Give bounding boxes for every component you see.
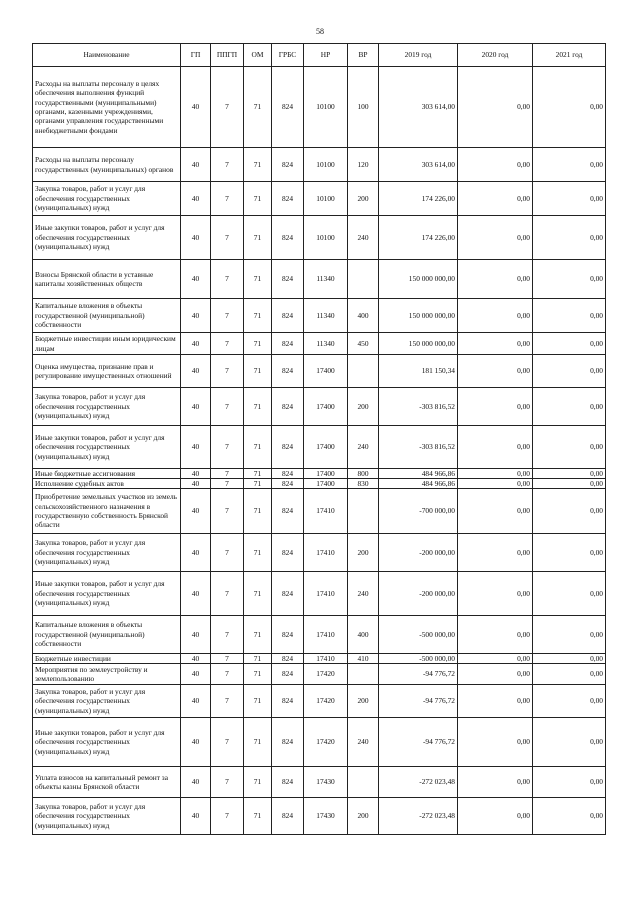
table-row — [33, 260, 606, 299]
cell-y2021: 0,00 — [533, 718, 606, 767]
cell-y2019: -200 000,00 — [379, 572, 458, 616]
cell-om: 71 — [244, 685, 272, 718]
cell-nr: 17430 — [304, 767, 348, 798]
cell-y2021: 0,00 — [533, 148, 606, 182]
cell-nr: 17400 — [304, 426, 348, 469]
cell-gp: 40 — [181, 767, 211, 798]
table-row — [33, 798, 606, 835]
cell-grbs: 824 — [272, 572, 304, 616]
cell-nr: 17420 — [304, 718, 348, 767]
cell-name: Капитальные вложения в объекты государственной (муниципальной) собственности — [33, 299, 181, 333]
cell-om: 71 — [244, 355, 272, 388]
cell-vr — [348, 767, 379, 798]
table-row — [33, 654, 606, 664]
cell-ppgp: 7 — [211, 469, 244, 479]
cell-om: 71 — [244, 388, 272, 426]
cell-vr: 450 — [348, 333, 379, 355]
cell-nr: 17400 — [304, 355, 348, 388]
cell-gp: 40 — [181, 67, 211, 148]
cell-nr: 17410 — [304, 572, 348, 616]
cell-gp: 40 — [181, 664, 211, 685]
cell-y2019: 484 966,86 — [379, 469, 458, 479]
cell-nr: 11340 — [304, 299, 348, 333]
cell-ppgp: 7 — [211, 426, 244, 469]
cell-ppgp: 7 — [211, 616, 244, 654]
cell-vr — [348, 489, 379, 534]
cell-name: Уплата взносов на капитальный ремонт за объекты казны Брянской области — [33, 767, 181, 798]
cell-om: 71 — [244, 534, 272, 572]
cell-vr: 200 — [348, 685, 379, 718]
cell-grbs: 824 — [272, 216, 304, 260]
cell-grbs: 824 — [272, 148, 304, 182]
page-number: 58 — [316, 27, 324, 36]
table-row — [33, 616, 606, 654]
cell-ppgp: 7 — [211, 718, 244, 767]
cell-vr: 400 — [348, 616, 379, 654]
cell-ppgp: 7 — [211, 572, 244, 616]
cell-name: Приобретение земельных участков из земель сельскохозяйственного назначения в государственную собственность Брянской области — [33, 489, 181, 534]
table-row — [33, 489, 606, 534]
cell-ppgp: 7 — [211, 67, 244, 148]
table-row — [33, 685, 606, 718]
cell-om: 71 — [244, 479, 272, 489]
cell-y2021: 0,00 — [533, 426, 606, 469]
table-body — [33, 67, 606, 835]
cell-y2019: 150 000 000,00 — [379, 299, 458, 333]
cell-y2019: -94 776,72 — [379, 685, 458, 718]
table-row — [33, 426, 606, 469]
cell-name: Оценка имущества, признание прав и регулирование имущественных отношений — [33, 355, 181, 388]
cell-om: 71 — [244, 767, 272, 798]
cell-y2021: 0,00 — [533, 479, 606, 489]
cell-grbs: 824 — [272, 426, 304, 469]
cell-name: Мероприятия по землеустройству и землепользованию — [33, 664, 181, 685]
cell-nr: 17420 — [304, 685, 348, 718]
cell-gp: 40 — [181, 260, 211, 299]
cell-y2021: 0,00 — [533, 654, 606, 664]
cell-gp: 40 — [181, 388, 211, 426]
cell-ppgp: 7 — [211, 216, 244, 260]
table-row — [33, 148, 606, 182]
cell-ppgp: 7 — [211, 148, 244, 182]
table-row — [33, 767, 606, 798]
header-gp: ГП — [181, 44, 211, 67]
cell-nr: 17430 — [304, 798, 348, 835]
cell-vr: 100 — [348, 67, 379, 148]
cell-y2021: 0,00 — [533, 260, 606, 299]
cell-om: 71 — [244, 616, 272, 654]
cell-y2020: 0,00 — [458, 718, 533, 767]
cell-om: 71 — [244, 718, 272, 767]
cell-ppgp: 7 — [211, 260, 244, 299]
cell-vr: 800 — [348, 469, 379, 479]
cell-gp: 40 — [181, 469, 211, 479]
cell-ppgp: 7 — [211, 685, 244, 718]
cell-y2020: 0,00 — [458, 479, 533, 489]
cell-y2021: 0,00 — [533, 572, 606, 616]
cell-grbs: 824 — [272, 67, 304, 148]
cell-y2020: 0,00 — [458, 616, 533, 654]
cell-y2020: 0,00 — [458, 355, 533, 388]
cell-y2019: 174 226,00 — [379, 182, 458, 216]
cell-y2019: -500 000,00 — [379, 616, 458, 654]
table-row — [33, 534, 606, 572]
cell-gp: 40 — [181, 148, 211, 182]
cell-gp: 40 — [181, 355, 211, 388]
cell-y2021: 0,00 — [533, 798, 606, 835]
cell-gp: 40 — [181, 654, 211, 664]
table-row — [33, 67, 606, 148]
table-row — [33, 333, 606, 355]
cell-y2019: -272 023,48 — [379, 798, 458, 835]
cell-name: Исполнение судебных актов — [33, 479, 181, 489]
cell-grbs: 824 — [272, 654, 304, 664]
cell-vr: 240 — [348, 718, 379, 767]
cell-y2019: 181 150,34 — [379, 355, 458, 388]
header-grbs: ГРБС — [272, 44, 304, 67]
cell-y2019: 174 226,00 — [379, 216, 458, 260]
cell-name: Закупка товаров, работ и услуг для обеспечения государственных (муниципальных) нужд — [33, 685, 181, 718]
cell-y2021: 0,00 — [533, 355, 606, 388]
cell-y2021: 0,00 — [533, 388, 606, 426]
cell-grbs: 824 — [272, 260, 304, 299]
cell-grbs: 824 — [272, 355, 304, 388]
cell-nr: 10100 — [304, 148, 348, 182]
cell-y2020: 0,00 — [458, 426, 533, 469]
cell-nr: 11340 — [304, 333, 348, 355]
cell-y2021: 0,00 — [533, 534, 606, 572]
cell-y2020: 0,00 — [458, 333, 533, 355]
cell-nr: 10100 — [304, 182, 348, 216]
cell-name: Иные закупки товаров, работ и услуг для обеспечения государственных (муниципальных) нужд — [33, 216, 181, 260]
cell-y2019: -303 816,52 — [379, 426, 458, 469]
cell-vr: 240 — [348, 216, 379, 260]
cell-om: 71 — [244, 798, 272, 835]
cell-grbs: 824 — [272, 767, 304, 798]
cell-y2021: 0,00 — [533, 299, 606, 333]
cell-om: 71 — [244, 299, 272, 333]
cell-grbs: 824 — [272, 479, 304, 489]
cell-grbs: 824 — [272, 469, 304, 479]
cell-vr — [348, 355, 379, 388]
cell-y2019: -272 023,48 — [379, 767, 458, 798]
cell-y2021: 0,00 — [533, 469, 606, 479]
cell-vr: 830 — [348, 479, 379, 489]
cell-ppgp: 7 — [211, 479, 244, 489]
cell-y2020: 0,00 — [458, 654, 533, 664]
cell-om: 71 — [244, 260, 272, 299]
cell-ppgp: 7 — [211, 388, 244, 426]
cell-y2020: 0,00 — [458, 216, 533, 260]
cell-nr: 17420 — [304, 664, 348, 685]
header-2020: 2020 год — [458, 44, 533, 67]
cell-vr: 240 — [348, 572, 379, 616]
cell-name: Иные закупки товаров, работ и услуг для обеспечения государственных (муниципальных) нужд — [33, 572, 181, 616]
cell-y2021: 0,00 — [533, 664, 606, 685]
table-row — [33, 388, 606, 426]
cell-y2020: 0,00 — [458, 469, 533, 479]
cell-nr: 11340 — [304, 260, 348, 299]
cell-gp: 40 — [181, 572, 211, 616]
cell-grbs: 824 — [272, 798, 304, 835]
cell-nr: 17410 — [304, 616, 348, 654]
cell-grbs: 824 — [272, 664, 304, 685]
cell-nr: 17410 — [304, 654, 348, 664]
cell-ppgp: 7 — [211, 767, 244, 798]
table-row — [33, 182, 606, 216]
table-row — [33, 572, 606, 616]
cell-name: Закупка товаров, работ и услуг для обеспечения государственных (муниципальных) нужд — [33, 388, 181, 426]
cell-name: Закупка товаров, работ и услуг для обеспечения государственных (муниципальных) нужд — [33, 798, 181, 835]
cell-y2020: 0,00 — [458, 388, 533, 426]
cell-y2019: 150 000 000,00 — [379, 333, 458, 355]
cell-grbs: 824 — [272, 299, 304, 333]
cell-gp: 40 — [181, 534, 211, 572]
cell-y2020: 0,00 — [458, 572, 533, 616]
cell-y2019: -500 000,00 — [379, 654, 458, 664]
cell-vr — [348, 664, 379, 685]
cell-y2020: 0,00 — [458, 767, 533, 798]
cell-grbs: 824 — [272, 718, 304, 767]
cell-om: 71 — [244, 67, 272, 148]
header-om: ОМ — [244, 44, 272, 67]
cell-vr: 400 — [348, 299, 379, 333]
cell-ppgp: 7 — [211, 664, 244, 685]
cell-gp: 40 — [181, 798, 211, 835]
cell-nr: 17410 — [304, 534, 348, 572]
header-2021: 2021 год — [533, 44, 606, 67]
cell-vr: 200 — [348, 388, 379, 426]
cell-vr: 240 — [348, 426, 379, 469]
cell-om: 71 — [244, 333, 272, 355]
cell-name: Бюджетные инвестиции — [33, 654, 181, 664]
cell-y2021: 0,00 — [533, 616, 606, 654]
cell-ppgp: 7 — [211, 333, 244, 355]
header-ppgp: ППГП — [211, 44, 244, 67]
cell-y2019: 303 614,00 — [379, 148, 458, 182]
cell-y2020: 0,00 — [458, 299, 533, 333]
cell-y2019: -700 000,00 — [379, 489, 458, 534]
cell-om: 71 — [244, 426, 272, 469]
cell-y2021: 0,00 — [533, 67, 606, 148]
cell-grbs: 824 — [272, 182, 304, 216]
cell-name: Иные бюджетные ассигнования — [33, 469, 181, 479]
cell-ppgp: 7 — [211, 355, 244, 388]
budget-table — [32, 43, 606, 835]
cell-y2020: 0,00 — [458, 664, 533, 685]
cell-gp: 40 — [181, 182, 211, 216]
cell-name: Расходы на выплаты персоналу государственных (муниципальных) органов — [33, 148, 181, 182]
table-row — [33, 216, 606, 260]
cell-y2019: 150 000 000,00 — [379, 260, 458, 299]
cell-name: Бюджетные инвестиции иным юридическим лицам — [33, 333, 181, 355]
cell-y2021: 0,00 — [533, 333, 606, 355]
cell-gp: 40 — [181, 216, 211, 260]
cell-ppgp: 7 — [211, 489, 244, 534]
cell-om: 71 — [244, 654, 272, 664]
cell-y2020: 0,00 — [458, 182, 533, 216]
cell-y2020: 0,00 — [458, 798, 533, 835]
cell-om: 71 — [244, 489, 272, 534]
table-row — [33, 479, 606, 489]
cell-gp: 40 — [181, 333, 211, 355]
cell-vr — [348, 260, 379, 299]
cell-y2021: 0,00 — [533, 767, 606, 798]
table-row — [33, 469, 606, 479]
cell-om: 71 — [244, 182, 272, 216]
cell-vr: 120 — [348, 148, 379, 182]
cell-name: Закупка товаров, работ и услуг для обеспечения государственных (муниципальных) нужд — [33, 534, 181, 572]
cell-name: Иные закупки товаров, работ и услуг для обеспечения государственных (муниципальных) нужд — [33, 718, 181, 767]
cell-vr: 410 — [348, 654, 379, 664]
cell-nr: 17410 — [304, 489, 348, 534]
cell-gp: 40 — [181, 616, 211, 654]
cell-grbs: 824 — [272, 616, 304, 654]
cell-om: 71 — [244, 664, 272, 685]
cell-ppgp: 7 — [211, 182, 244, 216]
cell-om: 71 — [244, 148, 272, 182]
cell-y2021: 0,00 — [533, 489, 606, 534]
cell-grbs: 824 — [272, 685, 304, 718]
cell-name: Иные закупки товаров, работ и услуг для обеспечения государственных (муниципальных) нужд — [33, 426, 181, 469]
cell-y2020: 0,00 — [458, 260, 533, 299]
cell-y2021: 0,00 — [533, 216, 606, 260]
cell-om: 71 — [244, 216, 272, 260]
cell-gp: 40 — [181, 718, 211, 767]
cell-ppgp: 7 — [211, 798, 244, 835]
cell-y2019: -94 776,72 — [379, 664, 458, 685]
cell-gp: 40 — [181, 489, 211, 534]
header-name: Наименование — [33, 44, 181, 67]
cell-om: 71 — [244, 572, 272, 616]
cell-y2019: -200 000,00 — [379, 534, 458, 572]
cell-vr: 200 — [348, 534, 379, 572]
cell-gp: 40 — [181, 685, 211, 718]
cell-y2021: 0,00 — [533, 685, 606, 718]
cell-y2019: 303 614,00 — [379, 67, 458, 148]
cell-gp: 40 — [181, 299, 211, 333]
cell-nr: 17400 — [304, 479, 348, 489]
cell-y2020: 0,00 — [458, 685, 533, 718]
header-vr: ВР — [348, 44, 379, 67]
cell-y2020: 0,00 — [458, 67, 533, 148]
cell-gp: 40 — [181, 479, 211, 489]
header-nr: НР — [304, 44, 348, 67]
cell-grbs: 824 — [272, 534, 304, 572]
table-row — [33, 299, 606, 333]
cell-grbs: 824 — [272, 388, 304, 426]
table-row — [33, 355, 606, 388]
cell-y2020: 0,00 — [458, 148, 533, 182]
cell-nr: 10100 — [304, 216, 348, 260]
header-2019: 2019 год — [379, 44, 458, 67]
cell-y2020: 0,00 — [458, 489, 533, 534]
cell-ppgp: 7 — [211, 654, 244, 664]
cell-y2019: -94 776,72 — [379, 718, 458, 767]
cell-vr: 200 — [348, 182, 379, 216]
cell-nr: 17400 — [304, 388, 348, 426]
header-row — [33, 44, 606, 67]
cell-name: Закупка товаров, работ и услуг для обеспечения государственных (муниципальных) нужд — [33, 182, 181, 216]
cell-grbs: 824 — [272, 489, 304, 534]
cell-grbs: 824 — [272, 333, 304, 355]
cell-y2019: 484 966,86 — [379, 479, 458, 489]
cell-vr: 200 — [348, 798, 379, 835]
cell-ppgp: 7 — [211, 534, 244, 572]
cell-y2020: 0,00 — [458, 534, 533, 572]
cell-nr: 17400 — [304, 469, 348, 479]
table-row — [33, 664, 606, 685]
cell-name: Взносы Брянской области в уставные капиталы хозяйственных обществ — [33, 260, 181, 299]
cell-om: 71 — [244, 469, 272, 479]
cell-name: Капитальные вложения в объекты государственной (муниципальной) собственности — [33, 616, 181, 654]
cell-ppgp: 7 — [211, 299, 244, 333]
cell-gp: 40 — [181, 426, 211, 469]
table-row — [33, 718, 606, 767]
cell-y2021: 0,00 — [533, 182, 606, 216]
cell-name: Расходы на выплаты персоналу в целях обеспечения выполнения функций государственными (муниципальными) органами, казенными учреждениями, органами управления государственными внебюджетными фондами — [33, 67, 181, 148]
cell-y2019: -303 816,52 — [379, 388, 458, 426]
cell-nr: 10100 — [304, 67, 348, 148]
